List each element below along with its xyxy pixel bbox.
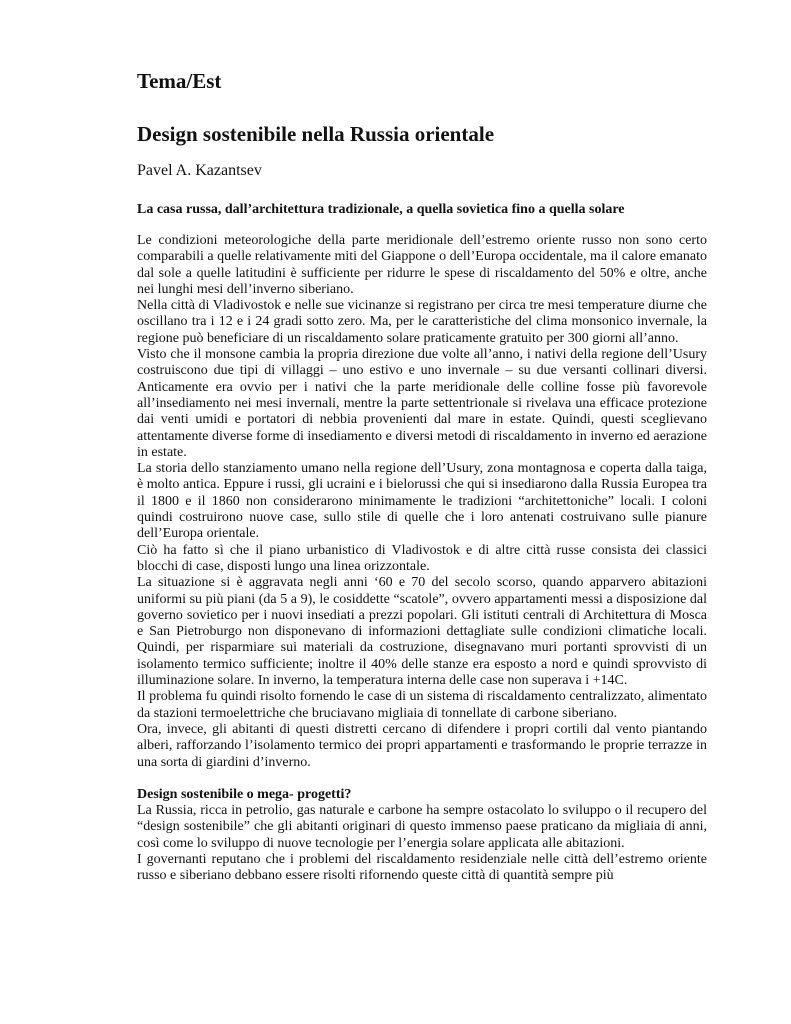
section-tag: Tema/Est bbox=[137, 69, 222, 93]
paragraph: Ora, invece, gli abitanti di questi distretti cercano di difendere i propri cortili dal vento piantando alberi, rafforzando l’isolamento termico dei propri appartamenti e trasformando le proprie terrazze in una sorta di giardini d’inverno. bbox=[137, 721, 707, 770]
paragraph: Visto che il monsone cambia la propria direzione due volte all’anno, i nativi della regione dell’Usury costruiscono due tipi di villaggi – uno estivo e uno invernale – su due versanti collinari diversi. Anticamente era ovvio per i nativi che la parte meridionale delle colline fosse più favorevole all’insediamento nei mesi invernali, mentre la parte settentrionale si rivelava una efficace protezione dai venti umidi e portatori di nebbia provenienti dal mare in estate. Quindi, questi sceglievano attentamente diverse forme di insediamento e diversi metodi di riscaldamento in inverno ed aerazione in estate. bbox=[137, 347, 707, 460]
paragraph: Nella città di Vladivostok e nelle sue vicinanze si registrano per circa tre mesi temperature diurne che oscillano tra i 12 e i 24 gradi sotto zero. Ma, per le caratteristiche del clima monsonico invernale, la regione può beneficiare di un riscaldamento solare praticamente gratuito per 300 giorni all’anno. bbox=[137, 298, 707, 346]
body-text bbox=[137, 233, 707, 885]
paragraph: Le condizioni meteorologiche della parte meridionale dell’estremo oriente russo non sono certo comparabili a quelle relativamente miti del Giappone o dell’Europa occidentale, ma il calore emanato dal sole a quelle latitudini è sufficiente per ridurre le spese di riscaldamento del 50% e oltre, anche nei lunghi mesi dell’inverno siberiano. bbox=[137, 233, 707, 297]
paragraph: La Russia, ricca in petrolio, gas naturale e carbone ha sempre ostacolato lo sviluppo o il recupero del “design sostenibile” che gli abitanti originari di questo immenso paese praticano da migliaia di anni, così come lo sviluppo di nuove tecnologie per l’energia solare applicata alle abitazioni. bbox=[137, 803, 707, 851]
paragraph: La storia dello stanziamento umano nella regione dell’Usury, zona montagnosa e coperta dalla taiga, è molto antica. Eppure i russi, gli ucraini e i bielorussi che qui si insediarono dalla Russia Europea tra il 1800 e il 1860 non considerarono minimamente le tradizioni “architettoniche” locali. I coloni quindi costruirono nuove case, sullo stile di quelle che i loro antenati costruivano sulle pianure dell’Europa orientale. bbox=[137, 461, 707, 542]
paragraph: La situazione si è aggravata negli anni ‘60 e 70 del secolo scorso, quando apparvero abitazioni uniformi su più piani (da 5 a 9), le cosiddette “scatole”, ovvero appartamenti messi a disposizione dal governo sovietico per i nuovi insediati a prezzi popolari. Gli istituti centrali di Architettura di Mosca e San Pietroburgo non disponevano di informazioni dettagliate sulle condizioni climatiche locali. Quindi, per risparmiare sui materiali da costruzione, disegnavano muri portanti sprovvisti di un isolamento termico sufficiente; inoltre il 40% delle stanze era esposto a nord e quindi sprovvisto di illuminazione solare. In inverno, la temperatura interna delle case non superava i +14C. bbox=[137, 575, 707, 689]
document-page bbox=[137, 68, 707, 885]
paragraph: Il problema fu quindi risolto fornendo le case di un sistema di riscaldamento centralizzato, alimentato da stazioni termoelettriche che bruciavano migliaia di tonnellate di carbone siberiano. bbox=[137, 689, 707, 721]
section-subheading: Design sostenibile o mega- progetti? bbox=[137, 786, 352, 802]
author-name: Pavel A. Kazantsev bbox=[137, 162, 262, 179]
paragraph: Ciò ha fatto sì che il piano urbanistico di Vladivostok e di altre città russe consista dei classici blocchi di case, disposti lungo una linea orizzontale. bbox=[137, 542, 707, 574]
document-subtitle: La casa russa, dall’architettura tradizionale, a quella sovietica fino a quella solare bbox=[137, 202, 625, 217]
document-title: Design sostenibile nella Russia orientale bbox=[137, 122, 495, 146]
paragraph: I governanti reputano che i problemi del riscaldamento residenziale nelle città dell’estremo oriente russo e siberiano debbano essere risolti rifornendo queste città di quantità sempre più bbox=[137, 851, 707, 884]
